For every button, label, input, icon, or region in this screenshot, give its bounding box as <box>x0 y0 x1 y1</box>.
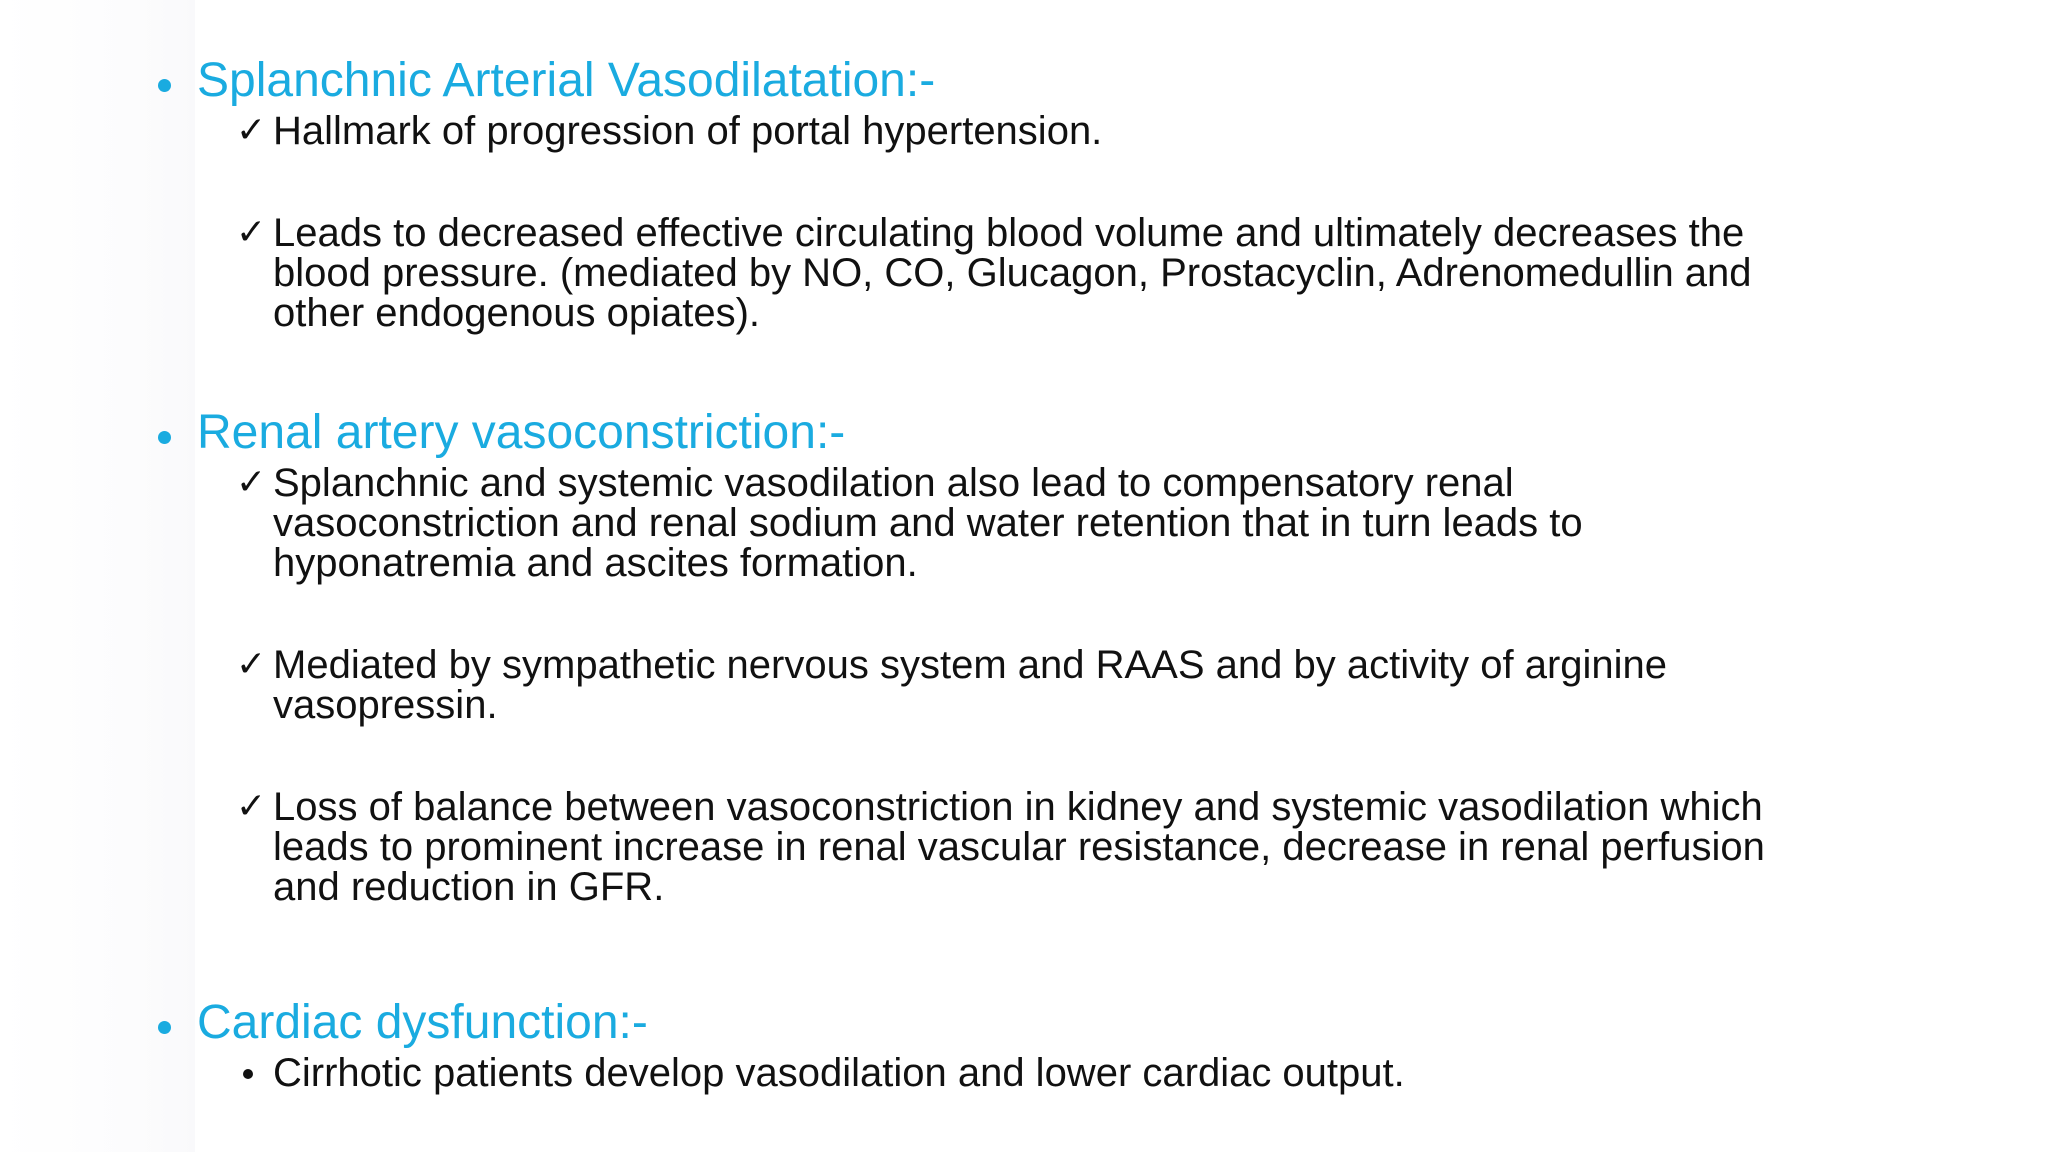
list-item <box>236 461 1988 585</box>
checkmark-icon: ✓ <box>236 212 267 253</box>
list-item <box>236 109 1988 153</box>
heading-bullet-icon <box>158 1021 171 1034</box>
item-text-line: other endogenous opiates). <box>273 291 761 335</box>
heading-text: Splanchnic Arterial Vasodilatation:- <box>197 54 936 107</box>
checkmark-icon: ✓ <box>236 110 267 151</box>
bullet-icon <box>243 1069 253 1079</box>
item-text-line: blood pressure. (mediated by NO, CO, Glucagon, Prostacyclin, Adrenomedullin and <box>273 251 1752 295</box>
list-item <box>273 1053 1988 1093</box>
section-heading <box>155 53 1988 109</box>
checkmark-icon: ✓ <box>236 786 267 827</box>
checkmark-icon: ✓ <box>236 462 267 503</box>
item-text-line: Hallmark of progression of portal hypertension. <box>273 109 1103 153</box>
item-text-line: hyponatremia and ascites formation. <box>273 541 918 585</box>
heading-text: Renal artery vasoconstriction:- <box>197 406 846 459</box>
list-item <box>236 643 1988 727</box>
heading-bullet-icon <box>158 79 171 92</box>
item-text-line: Leads to decreased effective circulating blood volume and ultimately decreases the <box>273 211 1745 255</box>
item-text-line: Cirrhotic patients develop vasodilation and lower cardiac output. <box>273 1051 1405 1095</box>
list-item <box>236 785 1988 909</box>
item-text-line: leads to prominent increase in renal vascular resistance, decrease in renal perfusion <box>273 825 1765 869</box>
item-text-line: vasopressin. <box>273 683 498 727</box>
checkmark-icon: ✓ <box>236 644 267 685</box>
item-text-line: Loss of balance between vasoconstriction in kidney and systemic vasodilation which <box>273 785 1763 829</box>
section-heading <box>155 405 1988 461</box>
heading-text: Cardiac dysfunction:- <box>197 996 648 1049</box>
item-text-line: vasoconstriction and renal sodium and water retention that in turn leads to <box>273 501 1583 545</box>
list-item <box>236 211 1988 335</box>
item-text-line: Splanchnic and systemic vasodilation also lead to compensatory renal <box>273 461 1514 505</box>
item-text-line: Mediated by sympathetic nervous system and RAAS and by activity of arginine <box>273 643 1668 687</box>
section-heading <box>155 995 1988 1051</box>
section-cardiac <box>155 995 1988 1093</box>
item-text-line: and reduction in GFR. <box>273 865 665 909</box>
heading-bullet-icon <box>158 431 171 444</box>
section-splanchnic <box>155 53 1988 333</box>
section-renal <box>155 405 1988 907</box>
